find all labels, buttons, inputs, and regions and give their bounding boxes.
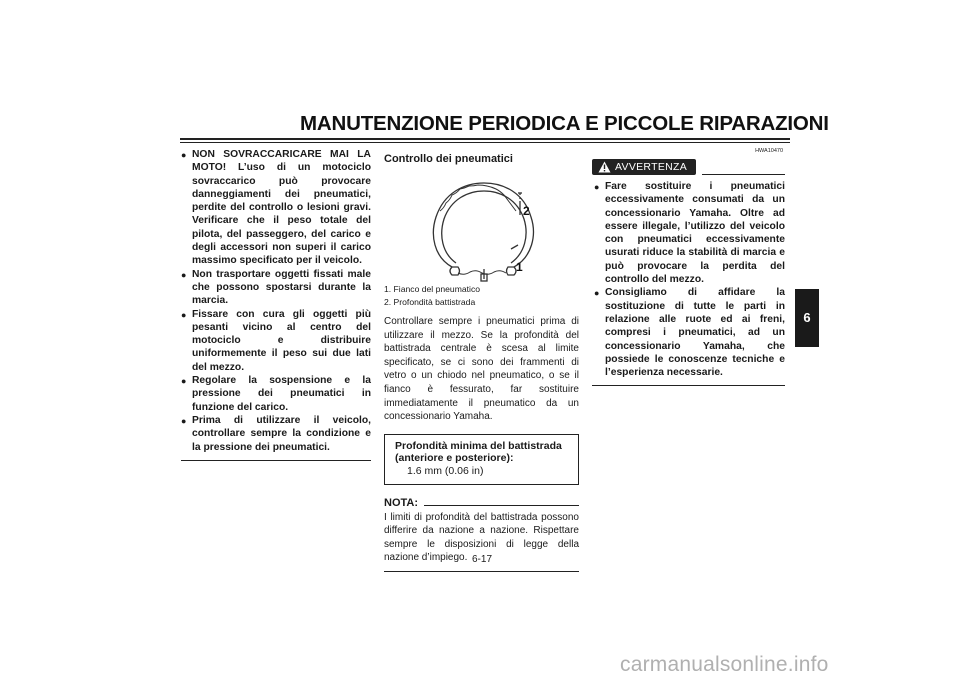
bullet-dot-icon: ●: [181, 376, 187, 387]
watermark: carmanualsonline.info: [620, 653, 829, 676]
bullet-dot-icon: ●: [594, 288, 600, 299]
bullet-item: [181, 308, 371, 374]
body-paragraph: Controllare sempre i pneumatici prima di utilizzare il mezzo. Se la profondità del battistrada centrale è scesa al limite specificato, se ci sono dei frammenti di vetro o un chiodo nel pneumatico, o se il fianco è fessurato, far sostituire immediatamente il pneumatico da un concessionario Yamaha.: [384, 316, 579, 423]
warning-triangle-icon: [598, 161, 611, 173]
figure-caption: 2. Profondità battistrada: [384, 296, 476, 307]
bullet-dot-icon: ●: [594, 182, 600, 192]
warning-bullets: [592, 180, 785, 379]
page-number: 6-17: [471, 554, 492, 565]
callout-1: 1: [516, 260, 523, 274]
header-rule: [180, 138, 790, 140]
bullet-dot-icon: ●: [181, 415, 187, 426]
nota-text: I limiti di profondità del battistrada possono differire da nazione a nazione. Rispettare sempre le disposizioni di legge della nazione d’impiego.: [384, 511, 579, 564]
page-title: MANUTENZIONE PERIODICA E PICCOLE RIPARAZIONI: [300, 112, 829, 135]
left-column: [181, 148, 371, 461]
spec-title: Profondità minima del battistrada (anteriore e posteriore):: [395, 439, 562, 465]
chapter-tab: 6: [795, 289, 819, 347]
spec-box: [384, 434, 579, 485]
warning-label: AVVERTENZA: [615, 161, 688, 173]
bullet-text: NON SOVRACCARICARE MAI LA MOTO! L’uso di un motociclo sovraccarico può provocare danneggiamenti dei pneumatici, perdite del controllo o lesioni gravi. Verificare che il peso totale del pilota, del passeggero, del carico e degli accessori non superi il carico massimo specificato per il veicolo.: [192, 149, 371, 267]
section-end-rule: [181, 460, 371, 461]
nota-end-rule: [384, 571, 579, 572]
callout-2: 2: [523, 204, 530, 218]
warning-header: [592, 148, 785, 174]
warning-code: HWA10470: [755, 148, 783, 154]
middle-column: [384, 148, 579, 572]
bullet-text: Consigliamo di affidare la sostituzione di tutte le parti in relazione alle ruote ed ai freni, compresi i pneumatici, ad un concessionario Yamaha, che possiede le conoscenze tecniche e l’esperienza necessarie.: [605, 287, 785, 379]
bullet-dot-icon: ●: [181, 269, 187, 280]
nota-label: NOTA:: [384, 496, 419, 509]
bullet-text: Non trasportare oggetti fissati male che possono spostarsi durante la marcia.: [192, 268, 371, 307]
nota-rule: [424, 505, 579, 506]
bullet-item: [181, 414, 371, 454]
right-column: [592, 148, 785, 386]
section-title: Controllo dei pneumatici: [384, 153, 513, 165]
bullet-item: [594, 180, 785, 286]
bullet-text: Prima di utilizzare il veicolo, controllare sempre la condizione e la pressione dei pneumatici.: [192, 414, 371, 453]
figure-caption: 1. Fianco del pneumatico: [384, 284, 481, 294]
nota-header: [384, 497, 579, 509]
tire-figure: [384, 171, 579, 283]
warning-end-rule: [592, 385, 785, 386]
bullet-item: [181, 148, 371, 268]
bullet-item: [181, 374, 371, 414]
tire-diagram-icon: [384, 171, 579, 283]
bullet-item: [181, 268, 371, 308]
bullet-dot-icon: ●: [181, 309, 187, 320]
header-rule-thin: [180, 142, 790, 143]
bullet-text: Regolare la sospensione e la pressione dei pneumatici in funzione del carico.: [192, 375, 371, 413]
bullet-item: [594, 286, 785, 379]
bullet-dot-icon: ●: [181, 150, 187, 160]
warning-rule: [702, 174, 785, 175]
bullet-text: Fare sostituire i pneumatici eccessivamente consumati da un concessionario Yamaha. Oltre ad essere illegale, l’utilizzo del veicolo con pneumatici eccessivamente usurati riduce la stabilità di marcia e può provocare la perdita del controllo del mezzo.: [605, 181, 785, 286]
spec-value: 1.6 mm (0.06 in): [407, 464, 484, 477]
warning-badge: [592, 159, 696, 175]
bullet-text: Fissare con cura gli oggetti più pesanti vicino al centro del motociclo e distribuire uniformemente il peso sui due lati del mezzo.: [192, 308, 371, 373]
